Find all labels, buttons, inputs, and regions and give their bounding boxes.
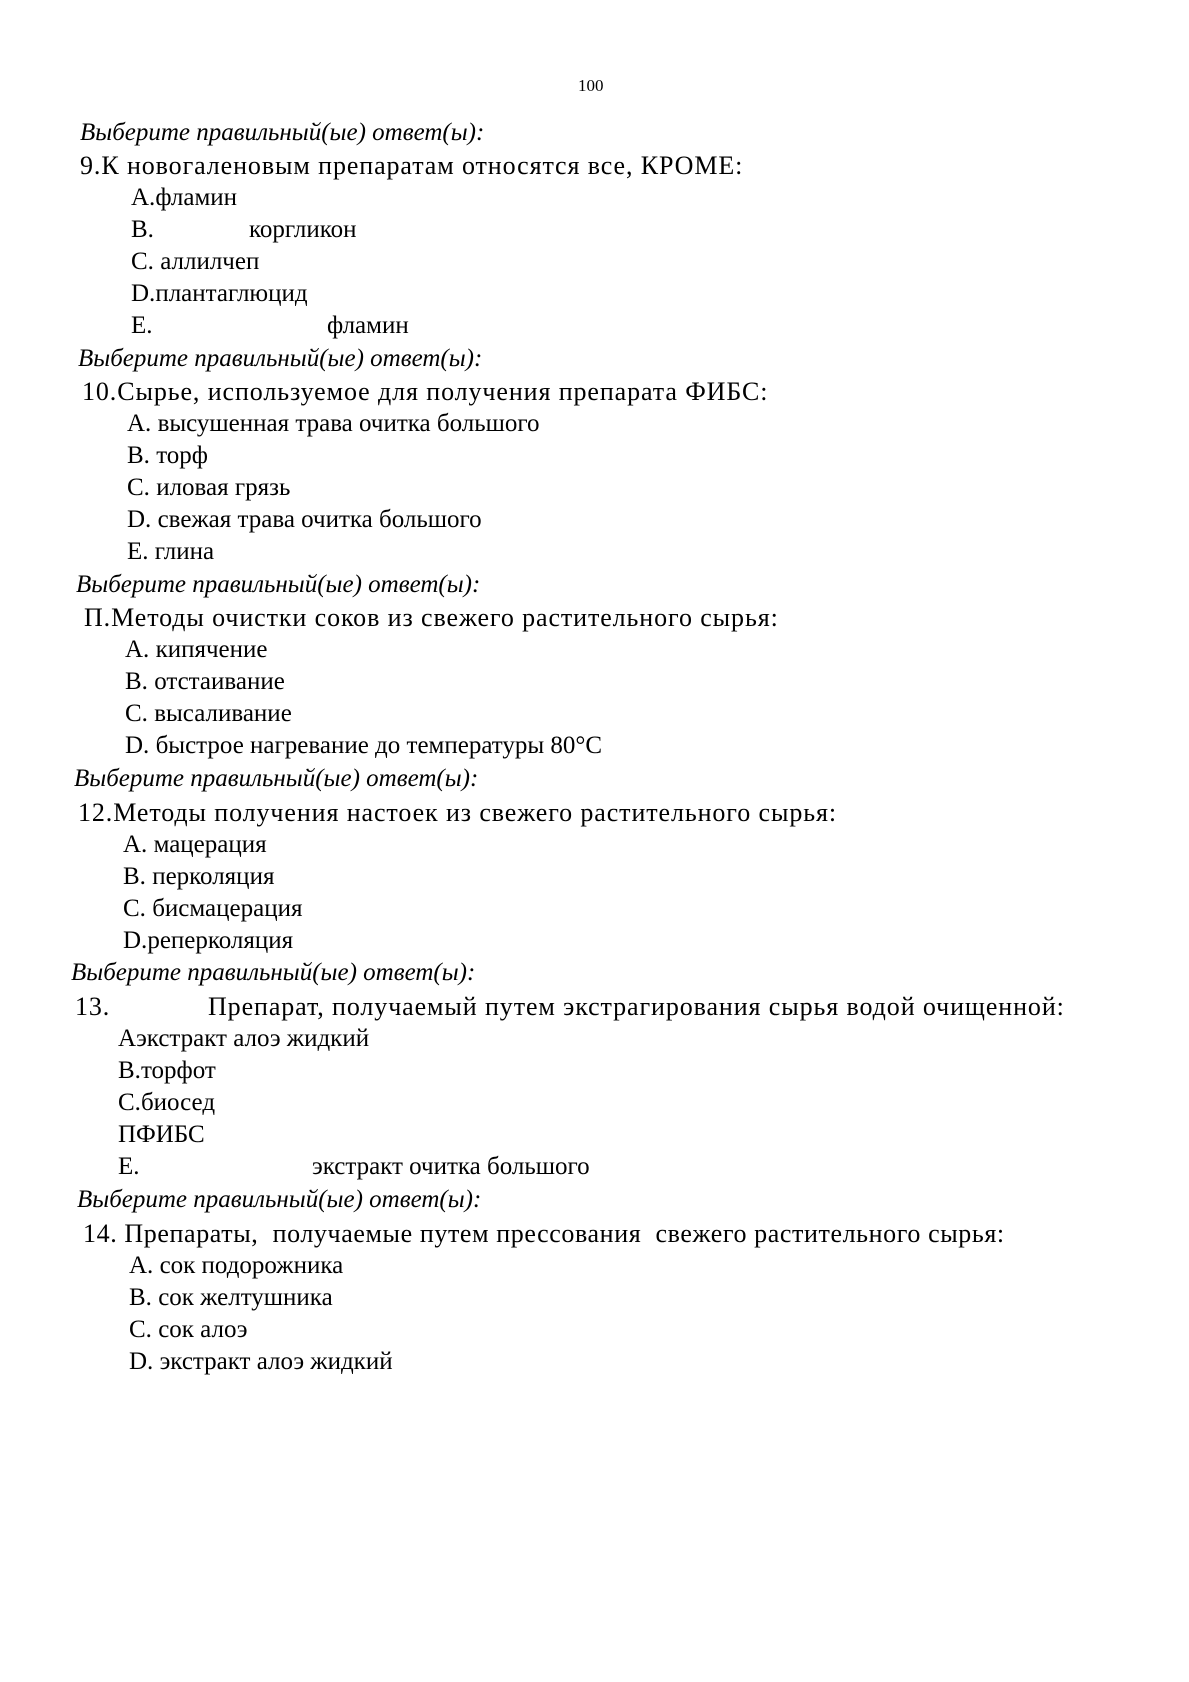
answer-option xyxy=(129,1285,333,1310)
option-text: биосед xyxy=(140,1089,216,1116)
option-letter: D. xyxy=(129,1348,154,1375)
question-number: 9. xyxy=(80,151,102,180)
option-letter: E. xyxy=(131,312,153,339)
question-12 xyxy=(78,800,837,826)
option-text: сок подорожника xyxy=(159,1252,344,1279)
question-text: Препараты, получаемые путем прессования свежего растительного сырья: xyxy=(124,1219,1005,1248)
option-text: отстаивание xyxy=(154,668,285,695)
option-text: ПФИБС xyxy=(118,1121,205,1148)
option-text: экстракт алоэ жидкий xyxy=(136,1025,370,1052)
answer-option xyxy=(125,669,285,694)
option-text: свежая трава очитка большого xyxy=(157,506,482,533)
answer-option xyxy=(118,1058,216,1083)
answer-option xyxy=(125,637,268,662)
option-letter: A. xyxy=(127,410,152,437)
option-letter: C. xyxy=(131,248,154,275)
question-14 xyxy=(83,1221,1005,1247)
option-letter: C. xyxy=(123,895,146,922)
option-letter: D. xyxy=(131,280,156,307)
option-text: торфот xyxy=(140,1057,216,1084)
answer-option xyxy=(123,864,274,889)
option-text: кипячение xyxy=(155,636,268,663)
answer-option xyxy=(129,1317,248,1342)
answer-option xyxy=(127,539,214,564)
answer-option xyxy=(127,443,208,468)
answer-option xyxy=(127,507,482,532)
instruction-text: Выберите правильный(ые) ответ(ы): xyxy=(71,959,476,986)
option-text: фламин xyxy=(327,312,409,339)
option-letter: C. xyxy=(127,474,150,501)
option-text: высаливание xyxy=(154,700,292,727)
question-number: 12. xyxy=(78,798,114,827)
question-text: Методы получения настоек из свежего растительного сырья: xyxy=(113,798,837,827)
question-13 xyxy=(75,994,1065,1020)
instruction-text: Выберите правильный(ые) ответ(ы): xyxy=(80,119,485,146)
instruction-text: Выберите правильный(ые) ответ(ы): xyxy=(78,345,483,372)
answer-option xyxy=(125,701,292,726)
answer-option xyxy=(118,1154,590,1179)
option-letter: E. xyxy=(127,538,149,565)
question-number: 14. xyxy=(83,1219,118,1248)
option-text: сок желтушника xyxy=(158,1284,333,1311)
question-number: 10. xyxy=(82,377,118,406)
answer-option xyxy=(118,1122,205,1147)
option-text: бисмацерация xyxy=(152,895,303,922)
option-text: экстракт алоэ жидкий xyxy=(159,1348,393,1375)
answer-option xyxy=(129,1349,393,1374)
instruction-text: Выберите правильный(ые) ответ(ы): xyxy=(74,765,479,792)
answer-option xyxy=(123,832,267,857)
question-9 xyxy=(80,153,743,179)
answer-option xyxy=(131,313,409,338)
answer-option xyxy=(127,475,290,500)
question-number: 13. xyxy=(75,992,111,1021)
answer-option xyxy=(131,185,237,210)
option-letter: B. xyxy=(129,1284,152,1311)
page-number: 100 xyxy=(578,76,604,95)
answer-option xyxy=(125,733,602,758)
option-text: коргликон xyxy=(249,216,357,243)
answer-option xyxy=(131,249,259,274)
option-letter: D. xyxy=(125,732,150,759)
question-text: Сырье, используемое для получения препарата ФИБС: xyxy=(117,377,769,406)
option-text: быстрое нагревание до температуры 80°C xyxy=(155,732,603,759)
option-text: экстракт очитка большого xyxy=(312,1153,590,1180)
option-letter: E. xyxy=(118,1153,140,1180)
answer-option xyxy=(118,1026,369,1051)
option-text: сок алоэ xyxy=(158,1316,248,1343)
option-letter: A. xyxy=(125,636,150,663)
option-letter: D. xyxy=(123,927,148,954)
instruction-text: Выберите правильный(ые) ответ(ы): xyxy=(76,571,481,598)
option-letter: C. xyxy=(129,1316,152,1343)
option-text: глина xyxy=(154,538,215,565)
option-letter: C. xyxy=(118,1089,141,1116)
answer-option xyxy=(123,896,302,921)
option-text: перколяция xyxy=(152,863,275,890)
option-letter: B. xyxy=(131,216,154,243)
option-letter: A. xyxy=(123,831,148,858)
option-letter: A xyxy=(118,1025,137,1052)
question-number: П. xyxy=(84,603,112,632)
question-text: Методы очистки соков из свежего растительного сырья: xyxy=(111,603,779,632)
answer-option xyxy=(118,1090,215,1115)
option-text: высушенная трава очитка большого xyxy=(157,410,540,437)
answer-option xyxy=(131,217,356,242)
option-text: мацерация xyxy=(153,831,267,858)
option-letter: D. xyxy=(127,506,152,533)
question-text: К новогаленовым препаратам относятся все, КРОМЕ: xyxy=(101,151,744,180)
option-text: фламин xyxy=(155,184,238,211)
option-letter: A. xyxy=(129,1252,154,1279)
option-text: иловая грязь xyxy=(156,474,291,501)
instruction-text: Выберите правильный(ые) ответ(ы): xyxy=(77,1186,482,1213)
option-text: торф xyxy=(156,442,208,469)
option-letter: B. xyxy=(127,442,150,469)
question-text: Препарат, получаемый путем экстрагирования сырья водой очищенной: xyxy=(208,992,1065,1021)
option-letter: B. xyxy=(118,1057,141,1084)
answer-option xyxy=(123,928,293,953)
option-letter: A. xyxy=(131,184,156,211)
option-letter: C. xyxy=(125,700,148,727)
option-text: реперколяция xyxy=(147,927,294,954)
option-letter: B. xyxy=(123,863,146,890)
answer-option xyxy=(129,1253,343,1278)
option-letter: B. xyxy=(125,668,148,695)
option-text: аллилчеп xyxy=(160,248,260,275)
question-10 xyxy=(82,379,768,405)
option-text: плантаглюцид xyxy=(155,280,308,307)
answer-option xyxy=(127,411,540,436)
question-11 xyxy=(84,605,779,631)
answer-option xyxy=(131,281,308,306)
